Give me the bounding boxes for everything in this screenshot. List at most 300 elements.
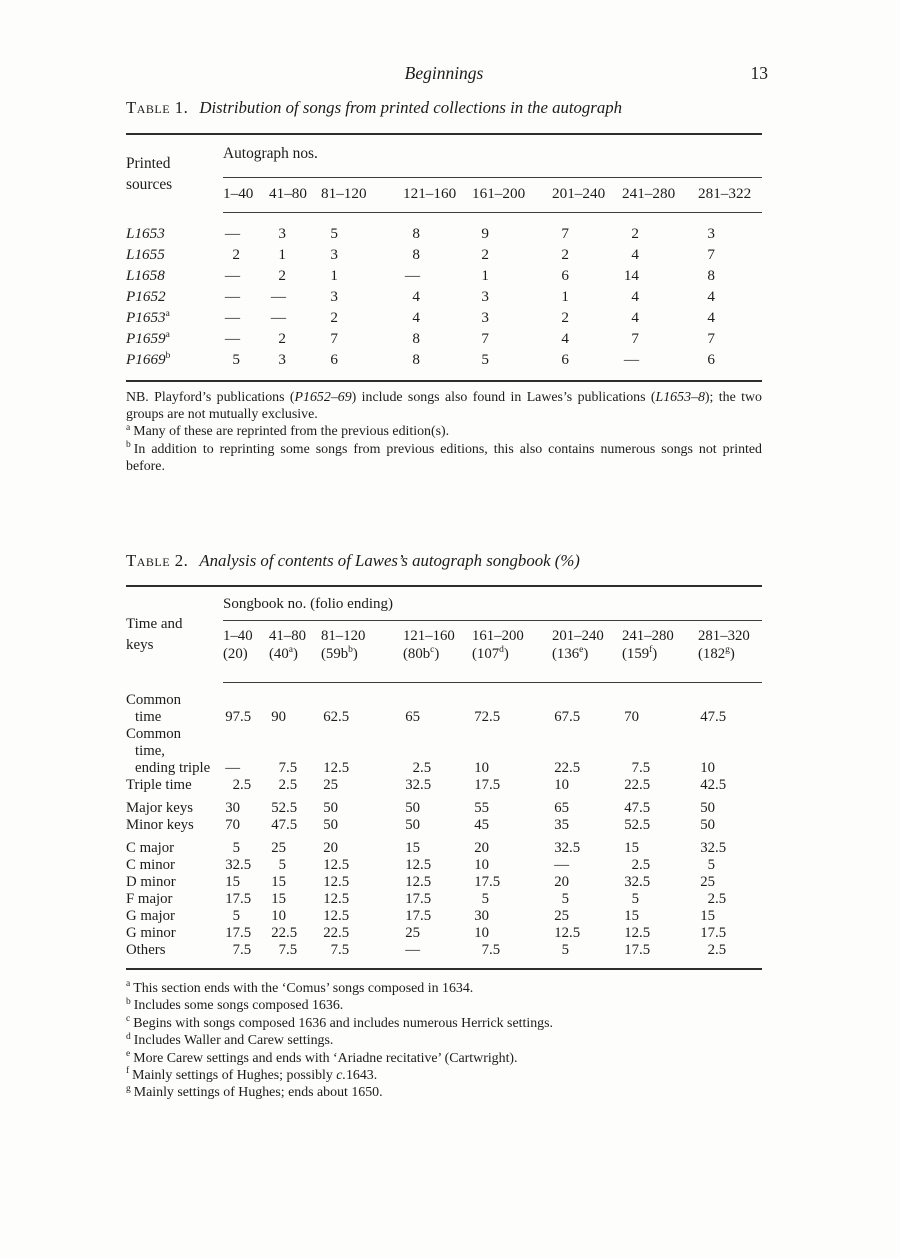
value-int: 5 [278, 857, 286, 873]
value-int: 12 [624, 925, 639, 941]
table-row [126, 857, 762, 874]
text-run: Mainly settings of Hughes; possibly [132, 1068, 337, 1084]
value-int: 4 [412, 309, 420, 326]
table-row [126, 692, 762, 726]
stub-header-line: sources [126, 176, 173, 193]
value-cell [269, 857, 321, 874]
running-head-title: Beginnings [404, 63, 484, 83]
value-frac: .5 [338, 908, 350, 924]
value-int: 50 [700, 800, 715, 816]
value-int: 2 [232, 246, 240, 263]
value-frac: .5 [240, 777, 252, 793]
footnote-marker: g [725, 645, 730, 656]
value-cell [269, 800, 321, 817]
row-label [126, 286, 223, 307]
value-cell [269, 265, 321, 286]
value-cell [552, 857, 622, 874]
value-cell [403, 925, 472, 942]
running-head [126, 63, 768, 87]
value-int: 15 [225, 874, 240, 890]
value-frac: .5 [639, 925, 651, 941]
value-int: 1 [330, 267, 338, 284]
value-int: 22 [554, 760, 569, 776]
value-cell [472, 709, 552, 726]
value-int: 12 [323, 857, 338, 873]
value-frac: .5 [240, 857, 252, 873]
value-int: 12 [323, 874, 338, 890]
footnote-marker: f [126, 1066, 130, 1077]
value-cell [403, 891, 472, 908]
row-label-line: G major [126, 908, 175, 924]
value-cell [223, 925, 269, 942]
row-label [126, 857, 223, 874]
value-int: 2 [561, 246, 569, 263]
value-cell [698, 891, 759, 908]
value-int: 15 [624, 840, 639, 856]
value-int: 4 [631, 309, 639, 326]
value-int: 6 [561, 351, 569, 368]
value-cell [321, 840, 403, 857]
value-int: 2 [278, 330, 286, 347]
value-frac: .5 [715, 840, 727, 856]
table-row [126, 817, 762, 834]
table-footnote [126, 1067, 762, 1084]
footnote-marker: d [126, 1031, 131, 1042]
text-run: P1652–69 [294, 390, 352, 405]
value-cell [472, 265, 552, 286]
table-row [126, 840, 762, 857]
value-cell [552, 908, 622, 925]
footnote-marker: f [649, 645, 653, 656]
footnote-marker: c [126, 1014, 131, 1025]
value-frac: .5 [639, 874, 651, 890]
value-cell [269, 286, 321, 307]
value-int: 17 [474, 777, 489, 793]
value-cell [223, 223, 269, 244]
column-header: 281–322 [698, 185, 752, 202]
value-int: 70 [225, 817, 240, 833]
value-int: 3 [278, 225, 286, 242]
value-int: 4 [631, 288, 639, 305]
value-cell [552, 244, 622, 265]
value-cell [223, 760, 269, 777]
value-int: 15 [271, 874, 286, 890]
value-cell [269, 891, 321, 908]
row-label [126, 692, 223, 726]
value-int: 70 [624, 709, 639, 725]
value-frac: .5 [489, 777, 501, 793]
table-footnote [126, 441, 762, 475]
table1-stub-header [126, 135, 172, 213]
column-folio [269, 645, 321, 663]
value-cell [622, 777, 698, 794]
row-label [126, 223, 223, 244]
value-int: — [225, 760, 240, 776]
value-int: 32 [554, 840, 569, 856]
value-cell [269, 908, 321, 925]
value-cell [552, 328, 622, 349]
row-label-line: time, [135, 743, 165, 759]
value-int: 35 [554, 817, 569, 833]
source-id: L1658 [126, 267, 165, 284]
value-int: 7 [631, 330, 639, 347]
value-int: 22 [323, 925, 338, 941]
row-label [126, 777, 223, 794]
row-label [126, 726, 223, 777]
value-int: 6 [707, 351, 715, 368]
value-int: 55 [474, 800, 489, 816]
value-frac: .5 [715, 777, 727, 793]
table-row [126, 349, 762, 370]
value-int: 3 [707, 225, 715, 242]
value-cell [622, 908, 698, 925]
value-cell [472, 891, 552, 908]
value-int: 20 [554, 874, 569, 890]
column-header [552, 627, 622, 663]
table-row [126, 777, 762, 794]
value-int: — [224, 267, 240, 284]
value-int: 5 [481, 351, 489, 368]
value-cell [472, 840, 552, 857]
value-frac: .5 [286, 760, 298, 776]
value-cell [403, 244, 472, 265]
value-cell [403, 874, 472, 891]
value-cell [622, 307, 698, 328]
row-label [126, 874, 223, 891]
value-int: 2 [278, 777, 286, 793]
value-int: 12 [323, 891, 338, 907]
row-group [126, 840, 762, 959]
value-int: 5 [481, 891, 489, 907]
value-frac: .5 [420, 891, 432, 907]
table1-header [126, 135, 762, 213]
value-cell [321, 817, 403, 834]
value-cell [321, 328, 403, 349]
value-int: 25 [554, 908, 569, 924]
value-int: 65 [405, 709, 420, 725]
row-label [126, 800, 223, 817]
value-int: 2 [330, 309, 338, 326]
stub-header-line: Printed [126, 155, 171, 172]
column-range: 281–320 [698, 628, 750, 644]
folio-text: ) [503, 646, 509, 662]
table2 [126, 585, 762, 970]
folio-text: ) [434, 646, 440, 662]
value-int: 47 [700, 709, 715, 725]
footnote-marker: a [126, 979, 131, 990]
table-footnote [126, 980, 762, 997]
text-run: c. [336, 1068, 346, 1084]
value-int: 17 [225, 925, 240, 941]
value-int: 7 [330, 942, 338, 958]
folio-text: ) [583, 646, 589, 662]
value-int: 2 [561, 309, 569, 326]
folio-text: (40 [269, 646, 289, 662]
table2-caption-label: Table 2. [126, 551, 189, 570]
value-frac: .5 [489, 874, 501, 890]
text-run: This section ends with the ‘Comus’ songs composed in 1634. [133, 981, 474, 996]
value-int: 15 [271, 891, 286, 907]
value-int: 8 [412, 351, 420, 368]
value-int: 5 [631, 891, 639, 907]
stub-header-line: keys [126, 637, 154, 653]
value-int: 7 [278, 760, 286, 776]
table2-stub-header [126, 587, 183, 683]
footnote-marker: b [126, 439, 131, 450]
value-int: — [270, 309, 286, 326]
value-int: 10 [700, 760, 715, 776]
value-cell [698, 709, 759, 726]
value-frac: .5 [639, 942, 651, 958]
table1 [126, 133, 762, 382]
value-cell [622, 244, 698, 265]
row-label [126, 349, 223, 370]
value-frac: .5 [420, 908, 432, 924]
value-cell [269, 223, 321, 244]
value-int: 12 [323, 908, 338, 924]
folio-text: ) [352, 646, 358, 662]
value-cell [223, 874, 269, 891]
value-cell [552, 349, 622, 370]
column-range: 81–120 [321, 628, 366, 644]
footnote-marker: b [348, 645, 353, 656]
value-cell [321, 760, 403, 777]
table2-header [126, 587, 762, 683]
table1-span-header: Autograph nos. [223, 135, 762, 178]
value-int: 22 [271, 925, 286, 941]
table-row [126, 891, 762, 908]
value-cell [552, 925, 622, 942]
folio-text: ) [242, 646, 248, 662]
value-int: 2 [631, 857, 639, 873]
text-run: Includes Waller and Carew settings. [133, 1033, 334, 1049]
value-cell [698, 925, 759, 942]
column-folio [403, 645, 472, 663]
value-int: 2 [707, 942, 715, 958]
value-cell [223, 328, 269, 349]
value-frac: .5 [489, 709, 501, 725]
table-footnote [126, 423, 762, 440]
value-cell [403, 942, 472, 959]
value-int: 3 [278, 351, 286, 368]
value-cell [622, 709, 698, 726]
value-cell [472, 244, 552, 265]
text-run: Mainly settings of Hughes; ends about 1650. [133, 1085, 383, 1101]
value-frac: .5 [639, 800, 651, 816]
value-cell [552, 840, 622, 857]
table1-notes [126, 389, 762, 475]
value-int: 7 [707, 246, 715, 263]
value-frac: .5 [569, 709, 581, 725]
value-cell [223, 908, 269, 925]
folio-text: (182 [698, 646, 726, 662]
folio-text: ) [729, 646, 735, 662]
value-int: — [404, 267, 420, 284]
value-cell [321, 244, 403, 265]
footnote-marker: e [579, 645, 584, 656]
value-cell [622, 857, 698, 874]
value-cell [472, 925, 552, 942]
value-cell [269, 709, 321, 726]
value-cell [223, 857, 269, 874]
row-label [126, 925, 223, 942]
table1-header-right [223, 135, 762, 213]
value-cell [403, 349, 472, 370]
table-row [126, 726, 762, 777]
value-int: 3 [330, 288, 338, 305]
value-cell [552, 286, 622, 307]
table2-span-header: Songbook no. (folio ending) [223, 587, 762, 621]
value-cell [321, 709, 403, 726]
value-cell [403, 908, 472, 925]
column-header [269, 627, 321, 663]
value-int: 65 [554, 800, 569, 816]
value-cell [403, 328, 472, 349]
source-id: P1669 [126, 351, 166, 368]
value-cell [321, 223, 403, 244]
value-cell [472, 777, 552, 794]
column-range: 161–200 [472, 628, 524, 644]
value-cell [698, 223, 759, 244]
value-cell [403, 286, 472, 307]
column-header: 161–200 [472, 185, 526, 202]
value-cell [321, 307, 403, 328]
value-cell [472, 349, 552, 370]
value-frac: .5 [715, 709, 727, 725]
value-int: 12 [323, 760, 338, 776]
column-header [321, 627, 403, 663]
footnote-marker: d [499, 645, 504, 656]
value-cell [403, 760, 472, 777]
value-int: 10 [474, 760, 489, 776]
value-frac: .5 [338, 942, 350, 958]
value-cell [698, 286, 759, 307]
value-cell [472, 857, 552, 874]
value-cell [472, 800, 552, 817]
value-cell [269, 777, 321, 794]
folio-text: (159 [622, 646, 650, 662]
value-cell [223, 709, 269, 726]
column-folio [552, 645, 622, 663]
value-int: 32 [405, 777, 420, 793]
value-int: 1 [481, 267, 489, 284]
footnote-marker: a [126, 422, 131, 433]
value-int: — [623, 351, 639, 368]
row-label-line: Common [126, 726, 182, 742]
value-frac: .5 [338, 760, 350, 776]
table1-caption [126, 98, 762, 118]
source-id: L1655 [126, 246, 165, 263]
value-int: 2 [631, 225, 639, 242]
footnote-marker: c [430, 645, 435, 656]
source-id: L1653 [126, 225, 165, 242]
row-label [126, 328, 223, 349]
row-label [126, 840, 223, 857]
text-run: ) include songs also found in Lawes’s publications ( [351, 390, 656, 405]
value-cell [622, 760, 698, 777]
footnote-marker: a [165, 308, 170, 319]
table1-body [126, 213, 762, 380]
value-int: 3 [330, 246, 338, 263]
row-group [126, 800, 762, 834]
table-footnote [126, 997, 762, 1014]
value-int: 50 [700, 817, 715, 833]
column-header: 81–120 [321, 185, 367, 202]
value-frac: .5 [420, 857, 432, 873]
value-cell [403, 840, 472, 857]
value-int: 25 [700, 874, 715, 890]
value-int: — [270, 288, 286, 305]
value-int: 45 [474, 817, 489, 833]
row-label [126, 307, 223, 328]
value-int: — [224, 225, 240, 242]
value-cell [622, 223, 698, 244]
value-cell [472, 223, 552, 244]
value-int: 12 [554, 925, 569, 941]
value-int: 2 [278, 267, 286, 284]
value-int: 7 [330, 330, 338, 347]
value-int: 5 [232, 840, 240, 856]
row-label-line: Common [126, 692, 182, 708]
value-cell [223, 307, 269, 328]
value-int: 5 [707, 857, 715, 873]
value-cell [223, 800, 269, 817]
text-run: L1653–8 [655, 390, 705, 405]
value-cell [472, 942, 552, 959]
footnote-marker: a [288, 645, 293, 656]
table2-column-headers [223, 621, 762, 683]
row-label [126, 891, 223, 908]
table2-body [126, 683, 762, 968]
table2-footnotes [126, 980, 762, 1102]
column-header: 41–80 [269, 185, 307, 202]
value-cell [321, 857, 403, 874]
value-frac: .5 [569, 925, 581, 941]
value-cell [472, 760, 552, 777]
value-int: 3 [481, 288, 489, 305]
value-int: 20 [323, 840, 338, 856]
folio-text: (59b [321, 646, 349, 662]
value-cell [622, 349, 698, 370]
value-int: 5 [232, 351, 240, 368]
table-row [126, 223, 762, 244]
value-frac: .5 [240, 709, 252, 725]
value-int: 5 [561, 891, 569, 907]
value-int: 17 [225, 891, 240, 907]
value-int: 90 [271, 709, 286, 725]
value-int: 7 [707, 330, 715, 347]
value-int: 42 [700, 777, 715, 793]
value-frac: .5 [338, 857, 350, 873]
value-frac: .5 [286, 925, 298, 941]
value-int: 67 [554, 709, 569, 725]
folio-text: (107 [472, 646, 500, 662]
footnote-marker: a [165, 329, 170, 340]
footnote-marker: g [126, 1083, 131, 1094]
value-int: 4 [561, 330, 569, 347]
value-cell [552, 265, 622, 286]
value-cell [223, 891, 269, 908]
value-cell [321, 891, 403, 908]
table-row [126, 874, 762, 891]
value-frac: .5 [338, 874, 350, 890]
column-range: 41–80 [269, 628, 306, 644]
value-cell [403, 817, 472, 834]
column-header [698, 627, 759, 663]
value-int: 97 [225, 709, 240, 725]
value-frac: .5 [338, 891, 350, 907]
value-cell [321, 286, 403, 307]
